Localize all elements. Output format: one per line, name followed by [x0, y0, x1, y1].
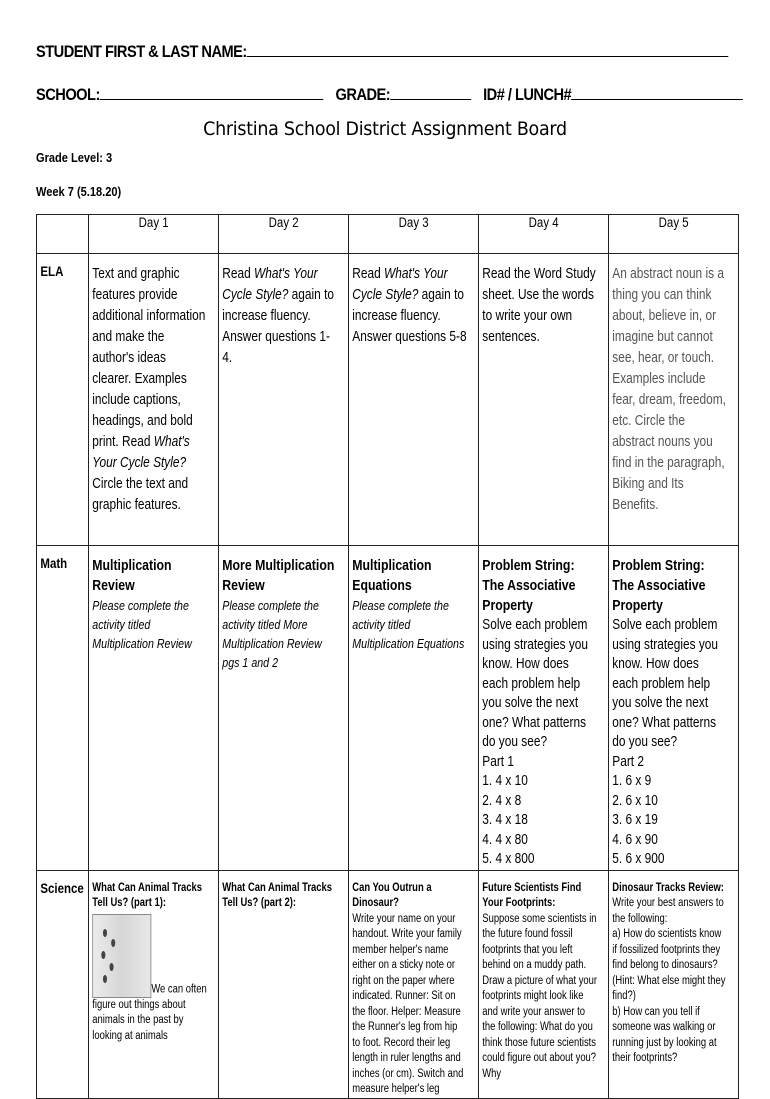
math-row	[37, 546, 739, 871]
student-name-line	[36, 40, 728, 62]
week-label: Week 7 (5.18.20)	[36, 184, 122, 199]
id-lunch-blank[interactable]	[571, 83, 743, 100]
school-grade-id-line	[36, 83, 743, 105]
science-day4-cell: Future Scientists Find Your Footprints: Suppose some scientists in the future found fossil footprints that you left behind on a muddy path. Draw a picture of what your footprints might look like and write your answer to the following: What do you think those future scientists could figure out about you? Why	[479, 870, 609, 1098]
math-day4-cell: Problem String: The Associative Property Solve each problem using strategies you know. How does each problem help you solve the next one? What patterns do you see? Part 1 1. 4 x 10 2. 4 x 8 3. 4 x 18 4. 4 x 80 5. 4 x 800	[479, 546, 609, 871]
school-blank[interactable]	[100, 83, 324, 100]
animal-tracks-photo	[92, 914, 151, 998]
math-day3-cell: Multiplication Equations Please complete the activity titled Multiplication Equations	[349, 546, 479, 871]
day-header: Day 2	[219, 215, 349, 254]
day-header: Day 5	[609, 215, 739, 254]
subject-label-science: Science	[37, 870, 89, 1098]
ela-row	[37, 254, 739, 546]
subject-label-math: Math	[37, 546, 89, 871]
grade-label: GRADE:	[335, 85, 391, 104]
math-day5-cell: Problem String: The Associative Property Solve each problem using strategies you know. How does each problem help you solve the next one? What patterns do you see? Part 2 1. 6 x 9 2. 6 x 10 3. 6 x 19 4. 6 x 90 5. 6 x 900	[609, 546, 739, 871]
science-day2-cell: What Can Animal Tracks Tell Us? (part 2):	[219, 870, 349, 1098]
subject-label-ela: ELA	[37, 254, 89, 546]
assignment-table	[36, 214, 739, 1099]
student-name-blank[interactable]	[247, 40, 729, 57]
math-day1-cell: Multiplication Review Please complete the activity titled Multiplication Review	[89, 546, 219, 871]
ela-day1-cell: Text and graphic features provide additional information and make the author's ideas clearer. Examples include captions, headings, and bold print. Read What's Your Cycle Style? Circle the text and graphic features.	[89, 254, 219, 546]
ela-day5-cell: An abstract noun is a thing you can think about, believe in, or imagine but cannot see, hear, or touch. Examples include fear, dream, freedom, etc. Circle the abstract nouns you find in the paragraph, Biking and Its Benefits.	[609, 254, 739, 546]
student-name-label: STUDENT FIRST & LAST NAME:	[36, 42, 247, 61]
day-header-row	[37, 215, 739, 254]
id-lunch-label: ID# / LUNCH#	[483, 85, 572, 104]
science-day3-cell: Can You Outrun a Dinosaur? Write your name on your handout. Write your family member helper's name either on a sticky note or right on the paper where indicated. Runner: Sit on the floor. Helper: Measure the Runner's leg from hip to foot. Record their leg length in ruler lengths and inches (or cm). Switch and measure helper's leg	[349, 870, 479, 1098]
corner-cell	[37, 215, 89, 254]
grade-level: Grade Level: 3	[36, 150, 113, 165]
science-row	[37, 870, 739, 1098]
ela-day2-cell: Read What's Your Cycle Style? again to increase fluency. Answer questions 1-4.	[219, 254, 349, 546]
day-header: Day 4	[479, 215, 609, 254]
ela-day3-cell: Read What's Your Cycle Style? again to increase fluency. Answer questions 5-8	[349, 254, 479, 546]
day-header: Day 1	[89, 215, 219, 254]
science-day5-cell: Dinosaur Tracks Review: Write your best answers to the following: a) How do scientists know if fossilized footprints they find belong to dinosaurs? (Hint: What else might they find?) b) How can you tell if someone was walking or running just by looking at their footprints?	[609, 870, 739, 1098]
page-title: Christina School District Assignment Board	[203, 118, 567, 140]
math-day2-cell: More Multiplication Review Please complete the activity titled More Multiplication Review pgs 1 and 2	[219, 546, 349, 871]
grade-blank[interactable]	[390, 83, 471, 100]
school-label: SCHOOL:	[36, 85, 100, 104]
science-day1-cell: What Can Animal Tracks Tell Us? (part 1): We can often figure out things about animals in the past by looking at animals	[89, 870, 219, 1098]
day-header: Day 3	[349, 215, 479, 254]
ela-day4-cell: Read the Word Study sheet. Use the words to write your own sentences.	[479, 254, 609, 546]
